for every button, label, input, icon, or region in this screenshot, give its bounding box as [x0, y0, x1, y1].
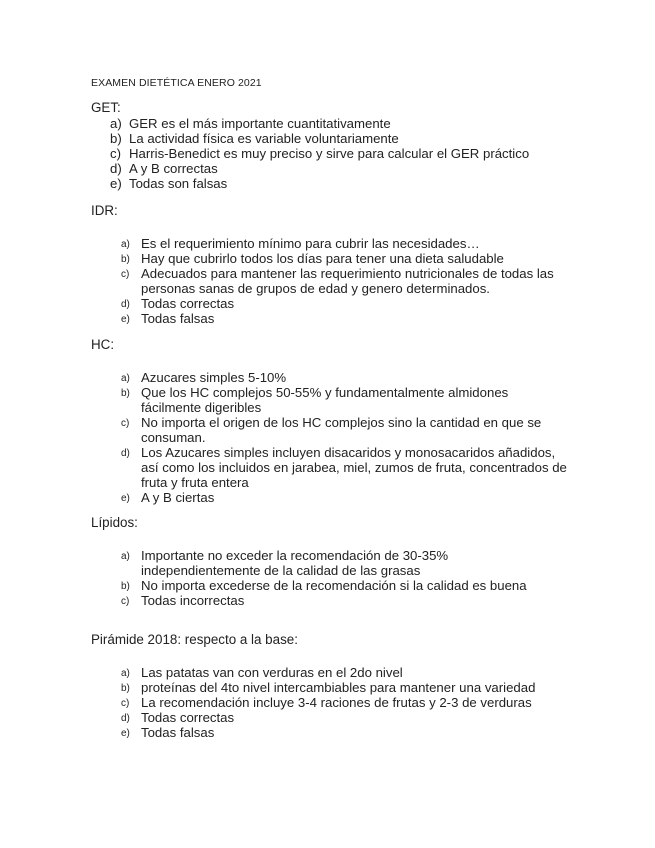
option-list — [91, 236, 571, 326]
option-letter: b) — [121, 388, 130, 399]
option-item — [91, 725, 571, 740]
question-heading: HC: — [91, 337, 115, 352]
option-text: Azucares simples 5-10% — [141, 370, 287, 385]
option-item — [91, 490, 571, 505]
option-letter: c) — [121, 596, 130, 607]
option-letter: a) — [121, 239, 130, 250]
option-text: Las patatas van con verduras en el 2do nivel — [141, 665, 403, 680]
option-text: Todas falsas — [141, 311, 215, 326]
option-text: No importa el origen de los HC complejos sino la cantidad en que se consuman. — [141, 415, 542, 445]
option-letter: b) — [121, 581, 130, 592]
option-item — [91, 176, 571, 191]
option-item — [91, 266, 571, 296]
option-text: La recomendación incluye 3-4 raciones de frutas y 2-3 de verduras — [141, 695, 532, 710]
question-hc — [91, 337, 571, 505]
option-item — [91, 161, 571, 176]
option-list — [91, 370, 571, 505]
option-text: Todas falsas — [141, 725, 215, 740]
option-letter: b) — [110, 131, 122, 146]
option-text: Hay que cubrirlo todos los días para tener una dieta saludable — [141, 251, 504, 266]
option-list — [91, 665, 571, 740]
option-letter: d) — [121, 713, 130, 724]
option-item — [91, 710, 571, 725]
option-item — [91, 445, 571, 490]
option-letter: d) — [121, 299, 130, 310]
option-text: Todas incorrectas — [141, 593, 245, 608]
option-item — [91, 680, 571, 695]
option-text: Adecuados para mantener las requerimiento nutricionales de todas las personas sanas de grupos de edad y genero determinados. — [141, 266, 554, 296]
option-list — [91, 548, 571, 608]
option-text: Todas correctas — [141, 296, 235, 311]
option-letter: c) — [110, 146, 121, 161]
option-letter: a) — [121, 373, 130, 384]
question-get — [91, 100, 571, 191]
option-item — [91, 116, 571, 131]
option-letter: a) — [110, 116, 122, 131]
option-letter: b) — [121, 683, 130, 694]
option-letter: a) — [121, 668, 130, 679]
page-title: EXAMEN DIETÉTICA ENERO 2021 — [91, 77, 262, 89]
option-letter: c) — [121, 269, 130, 280]
option-text: No importa excederse de la recomendación si la calidad es buena — [141, 578, 527, 593]
option-letter: e) — [121, 493, 130, 504]
option-text: GER es el más importante cuantitativamente — [129, 116, 391, 131]
option-letter: a) — [121, 551, 130, 562]
question-heading: IDR: — [91, 203, 118, 218]
option-text: Harris-Benedict es muy preciso y sirve para calcular el GER práctico — [129, 146, 530, 161]
option-text: A y B correctas — [129, 161, 218, 176]
option-text: Que los HC complejos 50-55% y fundamentalmente almidones fácilmente digeribles — [141, 385, 509, 415]
option-item — [91, 665, 571, 680]
question-idr — [91, 203, 571, 326]
option-item — [91, 578, 571, 593]
option-text: Todas correctas — [141, 710, 235, 725]
option-text: Es el requerimiento mínimo para cubrir las necesidades… — [141, 236, 480, 251]
option-item — [91, 251, 571, 266]
option-item — [91, 296, 571, 311]
option-list — [91, 116, 571, 191]
question-heading: Lípidos: — [91, 515, 138, 530]
option-item — [91, 370, 571, 385]
option-letter: c) — [121, 698, 130, 709]
option-letter: e) — [121, 728, 130, 739]
option-item — [91, 385, 571, 415]
question-heading: GET: — [91, 100, 121, 115]
option-text: Los Azucares simples incluyen disacaridos y monosacaridos añadidos, así como los incluidos en jarabea, miel, zumos de fruta, concentrados de fruta y fruta entera — [141, 445, 567, 490]
option-item — [91, 548, 571, 578]
option-text: La actividad física es variable voluntariamente — [129, 131, 399, 146]
option-letter: e) — [110, 176, 122, 191]
option-item — [91, 415, 571, 445]
option-item — [91, 593, 571, 608]
option-item — [91, 236, 571, 251]
option-letter: d) — [110, 161, 122, 176]
question-piramide — [91, 632, 571, 740]
option-item — [91, 311, 571, 326]
option-text: Importante no exceder la recomendación de 30-35% independientemente de la calidad de las grasas — [141, 548, 449, 578]
question-lipidos — [91, 515, 571, 608]
option-letter: c) — [121, 418, 130, 429]
option-letter: d) — [121, 448, 130, 459]
option-item — [91, 695, 571, 710]
option-letter: e) — [121, 314, 130, 325]
option-text: Todas son falsas — [129, 176, 228, 191]
question-heading: Pirámide 2018: respecto a la base: — [91, 632, 298, 647]
option-text: A y B ciertas — [141, 490, 215, 505]
option-item — [91, 131, 571, 146]
option-item — [91, 146, 571, 161]
option-text: proteínas del 4to nivel intercambiables para mantener una variedad — [141, 680, 536, 695]
option-letter: b) — [121, 254, 130, 265]
